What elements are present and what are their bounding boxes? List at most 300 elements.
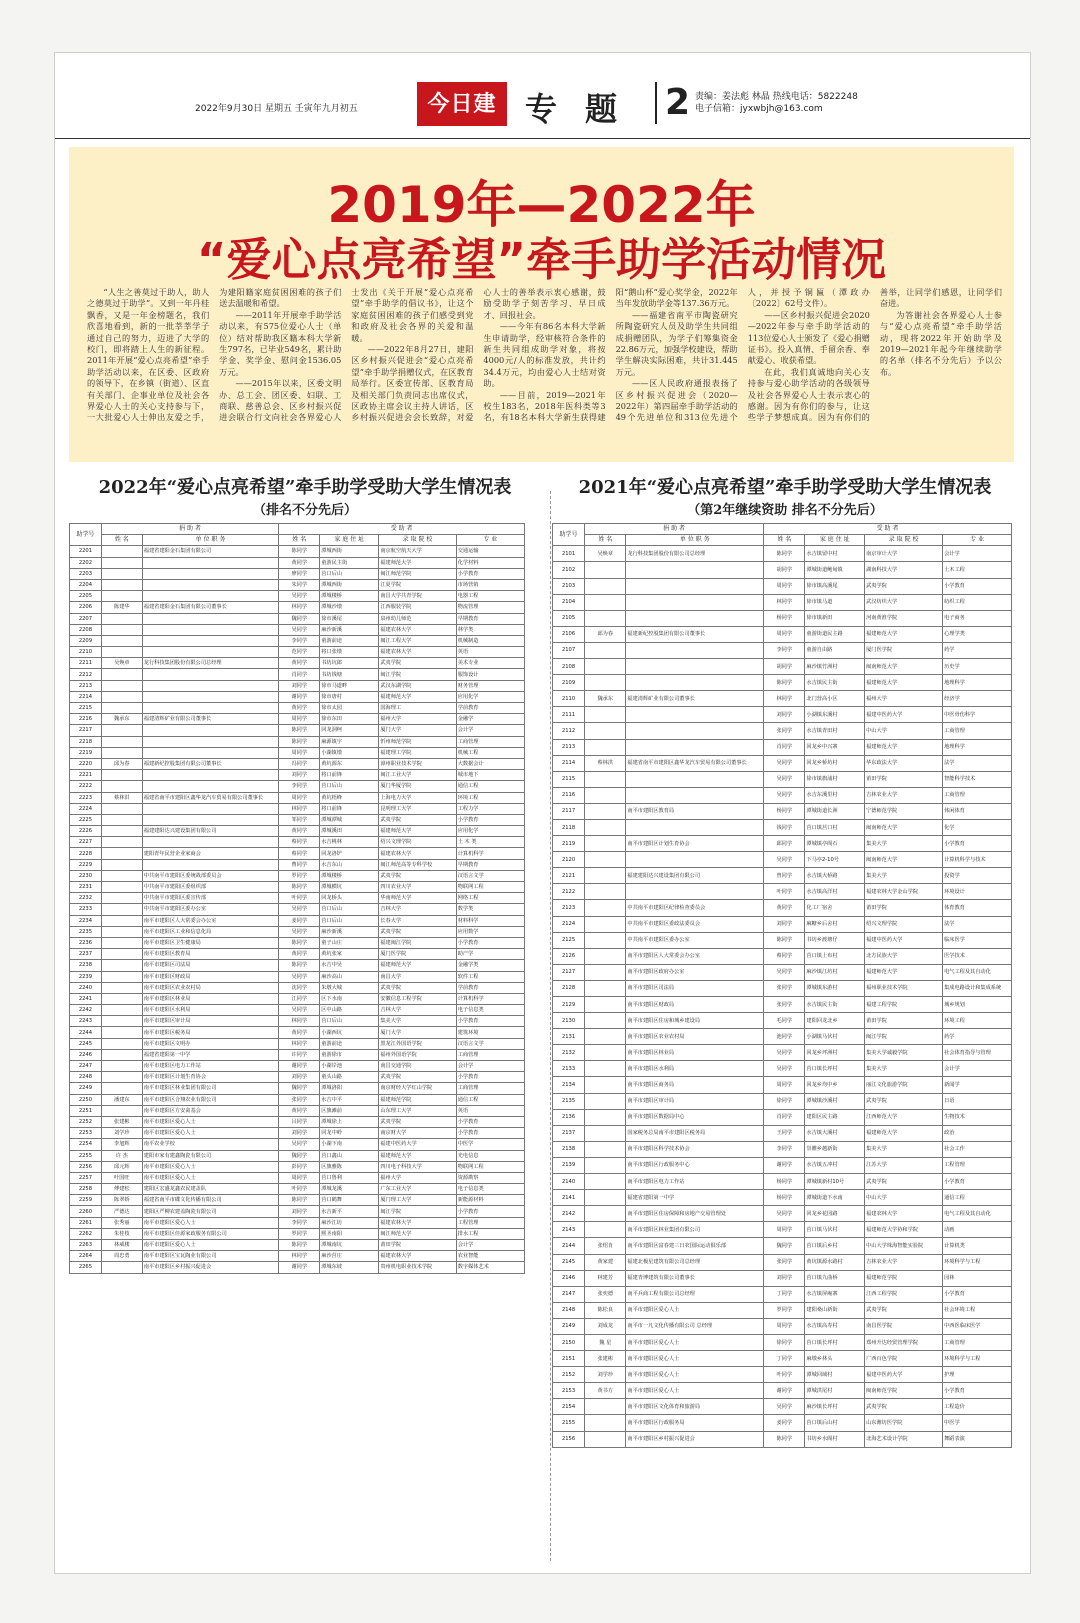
table-cell: 数字媒体艺术: [456, 1262, 524, 1273]
table-cell: 应用化学: [456, 826, 524, 837]
table-cell: 潘建东: [101, 1094, 142, 1105]
table-cell: [101, 725, 142, 736]
table-cell: 南平市建阳区审计局: [142, 1016, 279, 1027]
table-cell: 化学: [943, 819, 1012, 835]
table-cell: 2137: [553, 1125, 585, 1141]
table-cell: 潭城东坡: [320, 1262, 379, 1273]
table-cell: 南平市建阳区林业集团有限公司: [142, 1083, 279, 1094]
table-row: [553, 1431, 1012, 1447]
table-cell: 叶同学: [279, 893, 320, 904]
editor-info: [695, 91, 858, 115]
table-cell: 刘学珍: [101, 1128, 142, 1139]
table-row: [553, 675, 1012, 691]
table-cell: 工商管理: [456, 736, 524, 747]
table-cell: 张同学: [764, 980, 805, 996]
table-cell: 肖同学: [764, 739, 805, 755]
table-cell: 杨同学: [764, 803, 805, 819]
table-cell: 会计学: [943, 546, 1012, 562]
table-cell: [585, 1109, 626, 1125]
table-cell: 徐市溪尾: [320, 613, 379, 624]
intro-paragraph: 为答谢社会各界爱心人士参与“爱心点亮希望”牵手助学活动，现将2022年开始助学及2019—2021年起今年继续助学的名单（排名不分先后）予以公布。: [879, 309, 1002, 377]
table-cell: 中山大学: [865, 723, 943, 739]
column-header-cell: 录 取 院 校: [865, 535, 943, 546]
table-cell: 新能源材料: [456, 1195, 524, 1206]
table-cell: 福建省南平市碟文化传播有限公司: [142, 1195, 279, 1206]
table-cell: 刘同学: [279, 1206, 320, 1217]
table-cell: 2243: [70, 1016, 102, 1027]
table-cell: 丁同学: [764, 1351, 805, 1367]
table-row: [553, 900, 1012, 916]
table-row: [553, 1254, 1012, 1270]
table-cell: 2130: [553, 1013, 585, 1029]
table-cell: 南平市建阳区财政局: [142, 971, 279, 982]
table-cell: 福建省建阳金石集团有限公司董事长: [142, 602, 279, 613]
table-cell: [585, 1431, 626, 1447]
table-cell: 魏同学: [764, 1238, 805, 1254]
table-row: [70, 1094, 525, 1105]
table-cell: 南平市建阳区电力工作站: [626, 1174, 764, 1190]
table-cell: 福州大学: [379, 714, 456, 725]
table-cell: 建阳回龙北乡: [805, 1013, 865, 1029]
table-cell: 南平市建阳区爱心人士: [626, 1334, 764, 1350]
table-cell: 2109: [553, 675, 585, 691]
table-row: [70, 1016, 525, 1027]
table-cell: 2210: [70, 647, 102, 658]
table-cell: 2136: [553, 1109, 585, 1125]
table-cell: 福建农林大学: [379, 647, 456, 658]
table-cell: 吴同学: [279, 624, 320, 635]
table-cell: 潭城洪尾村: [805, 1383, 865, 1399]
table-cell: 医学技术: [943, 948, 1012, 964]
table-row: [70, 859, 525, 870]
table-cell: 麻沙镇江坊村: [805, 964, 865, 980]
table-cell: [626, 884, 764, 900]
table-row: [553, 1190, 1012, 1206]
table-cell: 武夷学院: [865, 1302, 943, 1318]
table-cell: 南平市建阳区林业局: [142, 993, 279, 1004]
table-cell: 资源勘察: [456, 1172, 524, 1183]
table-cell: [142, 859, 279, 870]
table-cell: 区中山路: [320, 1005, 379, 1016]
table-row: [70, 814, 525, 825]
table-cell: [585, 1029, 626, 1045]
table-row: [70, 758, 525, 769]
table-cell: 历史学: [943, 659, 1012, 675]
table-row: [70, 725, 525, 736]
table-cell: 南平市建阳区水利局: [142, 1005, 279, 1016]
table-cell: 2152: [553, 1367, 585, 1383]
table-cell: 南平市建阳区文明办: [142, 1038, 279, 1049]
table-cell: 童头山路: [320, 1072, 379, 1083]
table-cell: [101, 703, 142, 714]
table-row: [70, 848, 525, 859]
table-cell: [101, 557, 142, 568]
table-cell: 智能科学技术: [943, 771, 1012, 787]
table-cell: 小学教育: [456, 1128, 524, 1139]
table-cell: 城乡规划: [943, 997, 1012, 1013]
table-row: [553, 755, 1012, 771]
table-cell: 2221: [70, 770, 102, 781]
table-cell: 回龙乡中兴寨: [805, 739, 865, 755]
table-cell: 政治: [943, 1125, 1012, 1141]
table-cell: 周同学: [279, 714, 320, 725]
table-cell: 计算机科学: [456, 848, 524, 859]
table-cell: 福建中医药大学: [379, 1139, 456, 1150]
table-cell: 吴同学: [279, 904, 320, 915]
table-cell: 国海理工: [379, 703, 456, 714]
table-row: [70, 971, 525, 982]
table-cell: 沈同学: [279, 982, 320, 993]
table-cell: 安徽信息工程学院: [379, 993, 456, 1004]
table-cell: 2250: [70, 1094, 102, 1105]
table-cell: [101, 1061, 142, 1072]
table-cell: [101, 647, 142, 658]
table-cell: 农业智能: [456, 1251, 524, 1262]
table-cell: 周忠勇: [101, 1251, 142, 1262]
table-cell: 黄同学: [279, 557, 320, 568]
table-cell: 刘成龙: [585, 1318, 626, 1334]
table-cell: 武夷学院: [379, 1116, 456, 1127]
table-cell: 交通运输: [456, 546, 524, 557]
table-row: [70, 1240, 525, 1251]
table-cell: 2215: [70, 703, 102, 714]
table-cell: 贵州机电职业技术学院: [379, 1262, 456, 1273]
table-cell: 2133: [553, 1061, 585, 1077]
table-cell: 南平市建阳区乡村振兴促进会: [142, 1262, 279, 1273]
table-cell: [585, 900, 626, 916]
table-cell: 陈同学: [279, 736, 320, 747]
table-cell: 莆田学院: [865, 1013, 943, 1029]
table-cell: [142, 669, 279, 680]
table-row: [553, 884, 1012, 900]
table-cell: 刘同学: [279, 1128, 320, 1139]
table-row: [70, 1251, 525, 1262]
table-cell: 谢同学: [279, 691, 320, 702]
table-cell: 电器工程: [456, 591, 524, 602]
table-cell: 肖同学: [764, 1109, 805, 1125]
table-row: [70, 703, 525, 714]
table-cell: 潭城街道下水南: [805, 1190, 865, 1206]
table-cell: 护理: [943, 1367, 1012, 1383]
table-cell: 吴同学: [764, 852, 805, 868]
table-cell: 回龙中岭: [320, 1128, 379, 1139]
table-cell: 黄同学: [279, 703, 320, 714]
table-cell: 莒口后山: [320, 568, 379, 579]
table-row: [553, 594, 1012, 610]
table-cell: 潭城镇新村10号: [805, 1174, 865, 1190]
table-row: [553, 610, 1012, 626]
table-cell: [101, 1072, 142, 1083]
table-cell: 建阳区严柳农建盖陶瓷有限公司: [142, 1206, 279, 1217]
table-cell: 陈松良: [585, 1302, 626, 1318]
table-cell: 潭城溪田: [320, 826, 379, 837]
table-cell: 黄坑镇源水路村: [805, 1254, 865, 1270]
table-cell: 回龙洛铲: [320, 848, 379, 859]
table-cell: 福州职业技术学院: [865, 980, 943, 996]
table-cell: [142, 624, 279, 635]
table-cell: 魏 星: [585, 1334, 626, 1350]
masthead: [55, 78, 1030, 134]
table-cell: 莒口镇上布村: [805, 948, 865, 964]
table-cell: 杨同学: [764, 1174, 805, 1190]
table-cell: 福建青博建筑有限公司董事长: [626, 1270, 764, 1286]
table-cell: 潭城街道长洲: [805, 803, 865, 819]
table-cell: [101, 882, 142, 893]
table-cell: [585, 1399, 626, 1415]
table-row: [553, 964, 1012, 980]
table-cell: 小湖西坑: [320, 1027, 379, 1038]
masthead-rule: [55, 138, 1030, 139]
table-column-header: [70, 535, 525, 546]
table-cell: 闽江师范学院: [379, 568, 456, 579]
table-cell: 小湖镇马伏村: [805, 1029, 865, 1045]
table-cell: 2132: [553, 1045, 585, 1061]
table-2021-subtitle: （第2年继续资助 排名不分先后）: [687, 503, 883, 518]
table-cell: 小学教育: [943, 578, 1012, 594]
table-cell: [585, 803, 626, 819]
table-cell: 南平市建阳区住房保障和房地产交易管理处: [626, 1206, 764, 1222]
table-cell: 福建北极星建筑有限公司总经理: [626, 1254, 764, 1270]
table-row: [553, 1222, 1012, 1238]
table-cell: 化学材料: [456, 557, 524, 568]
table-cell: 武夷学院: [865, 578, 943, 594]
table-cell: 2142: [553, 1206, 585, 1222]
table-cell: 水吉镇留中村: [805, 546, 865, 562]
table-cell: 2110: [553, 691, 585, 707]
table-cell: 邹同学: [279, 814, 320, 825]
headline-main: “爱心点亮希望”牵手助学活动情况: [196, 233, 887, 286]
table-cell: 麻沙莒庄: [320, 1251, 379, 1262]
table-cell: 武夷学院: [379, 814, 456, 825]
table-cell: 武夷学院: [379, 926, 456, 937]
table-cell: 山东潍坊医学院: [865, 1415, 943, 1431]
table-row: [70, 647, 525, 658]
table-cell: 2256: [70, 1161, 102, 1172]
table-cell: 闽南师范大学: [865, 852, 943, 868]
table-cell: 南平市建阳区审计局: [626, 1093, 764, 1109]
table-cell: 工商管理: [943, 787, 1012, 803]
column-header-cell: 单 位 职 务: [626, 535, 764, 546]
table-cell: 2207: [70, 613, 102, 624]
intro-paragraph: ——区人民政府通报表扬了区乡村振兴促进会（2020—2022年）第四届牵手助学活动的49个先进单位和313位先进个人，并授予铜匾（潭政办〔2022〕62号文件）。: [615, 287, 870, 423]
table-cell: 土木工程: [943, 562, 1012, 578]
table-row: [553, 1367, 1012, 1383]
table-cell: 林同学: [279, 1038, 320, 1049]
table-cell: 电子信息类: [456, 1005, 524, 1016]
table-row: [70, 1161, 525, 1172]
table-cell: 2260: [70, 1206, 102, 1217]
table-cell: 莒口鹤舞: [320, 1195, 379, 1206]
table-cell: [101, 971, 142, 982]
table-cell: 武汉东湖学院: [379, 680, 456, 691]
table-cell: 南平市建阳区科学技术协会: [626, 1141, 764, 1157]
table-cell: [585, 1415, 626, 1431]
table-cell: 丽江文化旅游学院: [865, 1077, 943, 1093]
intro-paragraph: ——福建省南平市陶瓷研究所陶瓷研究人员及助学生共同组成捐赠团队，为学子们筹集资金22.86万元，加强学校建设，帮助学生解决实际困难，共计31.445万元。: [615, 309, 738, 377]
table-cell: 2230: [70, 870, 102, 881]
intro-paragraph: ——2022年8月27日，建阳区乡村振兴促进会“爱心点亮希望”牵手助学捐赠仪式，在区教育局举行。区委宣传部、区教育局及相关部门负责同志出席仪式，区政协主席会议主持人讲话，区乡村振兴促进会会长致辞，对爱心人士的善举表示衷心感谢，鼓励受助学子刻苦学习、早日成才、回报社会。: [351, 287, 606, 423]
table-cell: 建阳桑山新街: [805, 1302, 865, 1318]
table-cell: 南平市建阳区行政服务局: [626, 1415, 764, 1431]
table-cell: 福建中医药大学: [865, 1367, 943, 1383]
table-cell: [626, 707, 764, 723]
table-cell: 工程管理: [456, 1217, 524, 1228]
table-row: [70, 1083, 525, 1094]
table-cell: 建阳区宏盛龙鑫农民建盖队: [142, 1184, 279, 1195]
table-cell: 中共南平市建阳区委政法委员会: [626, 916, 764, 932]
table-cell: 邱元辉: [101, 1161, 142, 1172]
table-row: [553, 836, 1012, 852]
table-cell: [585, 723, 626, 739]
table-cell: 舞蹈表演: [943, 1431, 1012, 1447]
table-cell: 2208: [70, 624, 102, 635]
table-cell: 2222: [70, 781, 102, 792]
table-cell: [626, 578, 764, 594]
table-cell: 投资学: [943, 868, 1012, 884]
table-cell: 2139: [553, 1157, 585, 1173]
table-cell: [585, 659, 626, 675]
table-2022-subtitle: （排名不分先后）: [252, 503, 357, 518]
table-cell: 2234: [70, 915, 102, 926]
table-cell: 潭城楼桥: [320, 870, 379, 881]
table-cell: 集美大学: [379, 1016, 456, 1027]
table-cell: 小学教育: [456, 1206, 524, 1217]
table-row: [553, 578, 1012, 594]
table-cell: [585, 1093, 626, 1109]
table-cell: [585, 1190, 626, 1206]
table-cell: 小湖镇东溪村: [805, 707, 865, 723]
table-cell: 2203: [70, 568, 102, 579]
table-cell: [101, 893, 142, 904]
table-cell: 林同学: [279, 1016, 320, 1027]
table-cell: 麻沙江坊: [320, 1217, 379, 1228]
table-cell: 刘同学: [764, 1270, 805, 1286]
table-cell: 2211: [70, 658, 102, 669]
table-cell: 吴同学: [764, 1206, 805, 1222]
table-cell: 中医骨伤科学: [943, 707, 1012, 723]
table-cell: 电气工程及其自动化: [943, 964, 1012, 980]
table-cell: [142, 703, 279, 714]
table-cell: 书坊乡渡塘仔: [805, 932, 865, 948]
table-cell: 黄同学: [279, 658, 320, 669]
table-cell: [142, 647, 279, 658]
table-cell: 魏承东: [101, 714, 142, 725]
table-cell: 南平市建阳区行政服务中心: [626, 1157, 764, 1173]
table-cell: 周同学: [764, 1077, 805, 1093]
table-row: [553, 546, 1012, 562]
table-cell: 潭城楼桥: [320, 591, 379, 602]
table-cell: 2116: [553, 787, 585, 803]
table-row: [70, 1206, 525, 1217]
table-cell: 2248: [70, 1072, 102, 1083]
table-cell: 小湖下南: [320, 1139, 379, 1150]
table-cell: 张建彬: [585, 1351, 626, 1367]
table-cell: [101, 960, 142, 971]
table-cell: 2246: [70, 1049, 102, 1060]
table-cell: 生物技术: [943, 1109, 1012, 1125]
table-cell: 蔡同学: [279, 837, 320, 848]
table-cell: 黄同学: [279, 1027, 320, 1038]
table-cell: [585, 997, 626, 1013]
table-cell: 福建清辉矿业有限公司董事长: [142, 714, 279, 725]
table-cell: 财务管理: [456, 680, 524, 691]
table-cell: 小学教育: [943, 1286, 1012, 1302]
table-cell: 福建省南平市建阳区鑫华龙汽车贸易有限公司董事长: [142, 792, 279, 803]
table-cell: 南平市建阳区林业局: [626, 1045, 764, 1061]
table-cell: [101, 904, 142, 915]
table-cell: 陈同学: [279, 937, 320, 948]
table-row: [553, 1238, 1012, 1254]
table-row: [70, 1116, 525, 1127]
table-cell: [101, 747, 142, 758]
table-cell: [585, 675, 626, 691]
table-cell: [101, 1049, 142, 1060]
table-row: [70, 1105, 525, 1116]
table-cell: 厦门医学院: [865, 642, 943, 658]
table-cell: 昆明理工大学: [379, 803, 456, 814]
table-cell: 刘同学: [764, 916, 805, 932]
table-cell: 童游自由路: [805, 642, 865, 658]
table-cell: 2156: [553, 1431, 585, 1447]
table-cell: 潭城徐上: [320, 1116, 379, 1127]
table-cell: 2240: [70, 982, 102, 993]
table-cell: 武夷学院: [379, 1072, 456, 1083]
table-cell: 南昌医学院: [865, 1318, 943, 1334]
table-row: [70, 960, 525, 971]
table-cell: [101, 669, 142, 680]
table-cell: 2247: [70, 1061, 102, 1072]
table-cell: 集美大学: [865, 836, 943, 852]
table-cell: [585, 980, 626, 996]
table-row: [70, 714, 525, 725]
table-row: [553, 1013, 1012, 1029]
table-cell: 邱为春: [101, 758, 142, 769]
table-cell: 2227: [70, 837, 102, 848]
table-cell: 计算机科学: [456, 993, 524, 1004]
table-cell: 2141: [553, 1190, 585, 1206]
table-cell: [142, 635, 279, 646]
table-cell: 张同学: [764, 723, 805, 739]
table-cell: 2212: [70, 669, 102, 680]
table-cell: 厦门医学院: [379, 949, 456, 960]
table-cell: 水吉镇大桥路: [805, 868, 865, 884]
table-row: [70, 1061, 525, 1072]
table-cell: [101, 736, 142, 747]
table-cell: 泉州幼儿师范: [379, 613, 456, 624]
table-cell: [585, 787, 626, 803]
table-cell: 中医学: [456, 1139, 524, 1150]
table-cell: 南平市建阳区爱心人士: [626, 1383, 764, 1399]
table-row: [553, 723, 1012, 739]
table-cell: 小学教育: [456, 1072, 524, 1083]
table-cell: 心理学类: [943, 626, 1012, 642]
table-cell: 池同学: [764, 1029, 805, 1045]
table-cell: 周同学: [279, 792, 320, 803]
table-cell: 水吉镇大溪村: [805, 1125, 865, 1141]
table-cell: 2143: [553, 1222, 585, 1238]
table-cell: 麻沙镇竹洲村: [805, 659, 865, 675]
table-cell: 周同学: [764, 1318, 805, 1334]
table-cell: 2219: [70, 747, 102, 758]
table-cell: 中共南平市建阳区委组织部: [142, 882, 279, 893]
table-cell: 莒口镇九曲桥: [805, 1270, 865, 1286]
table-row: [553, 868, 1012, 884]
table-cell: 周同学: [764, 626, 805, 642]
table-cell: 南平市建阳区教育局: [142, 949, 279, 960]
table-cell: 2251: [70, 1105, 102, 1116]
table-row: [553, 948, 1012, 964]
table-cell: [101, 859, 142, 870]
